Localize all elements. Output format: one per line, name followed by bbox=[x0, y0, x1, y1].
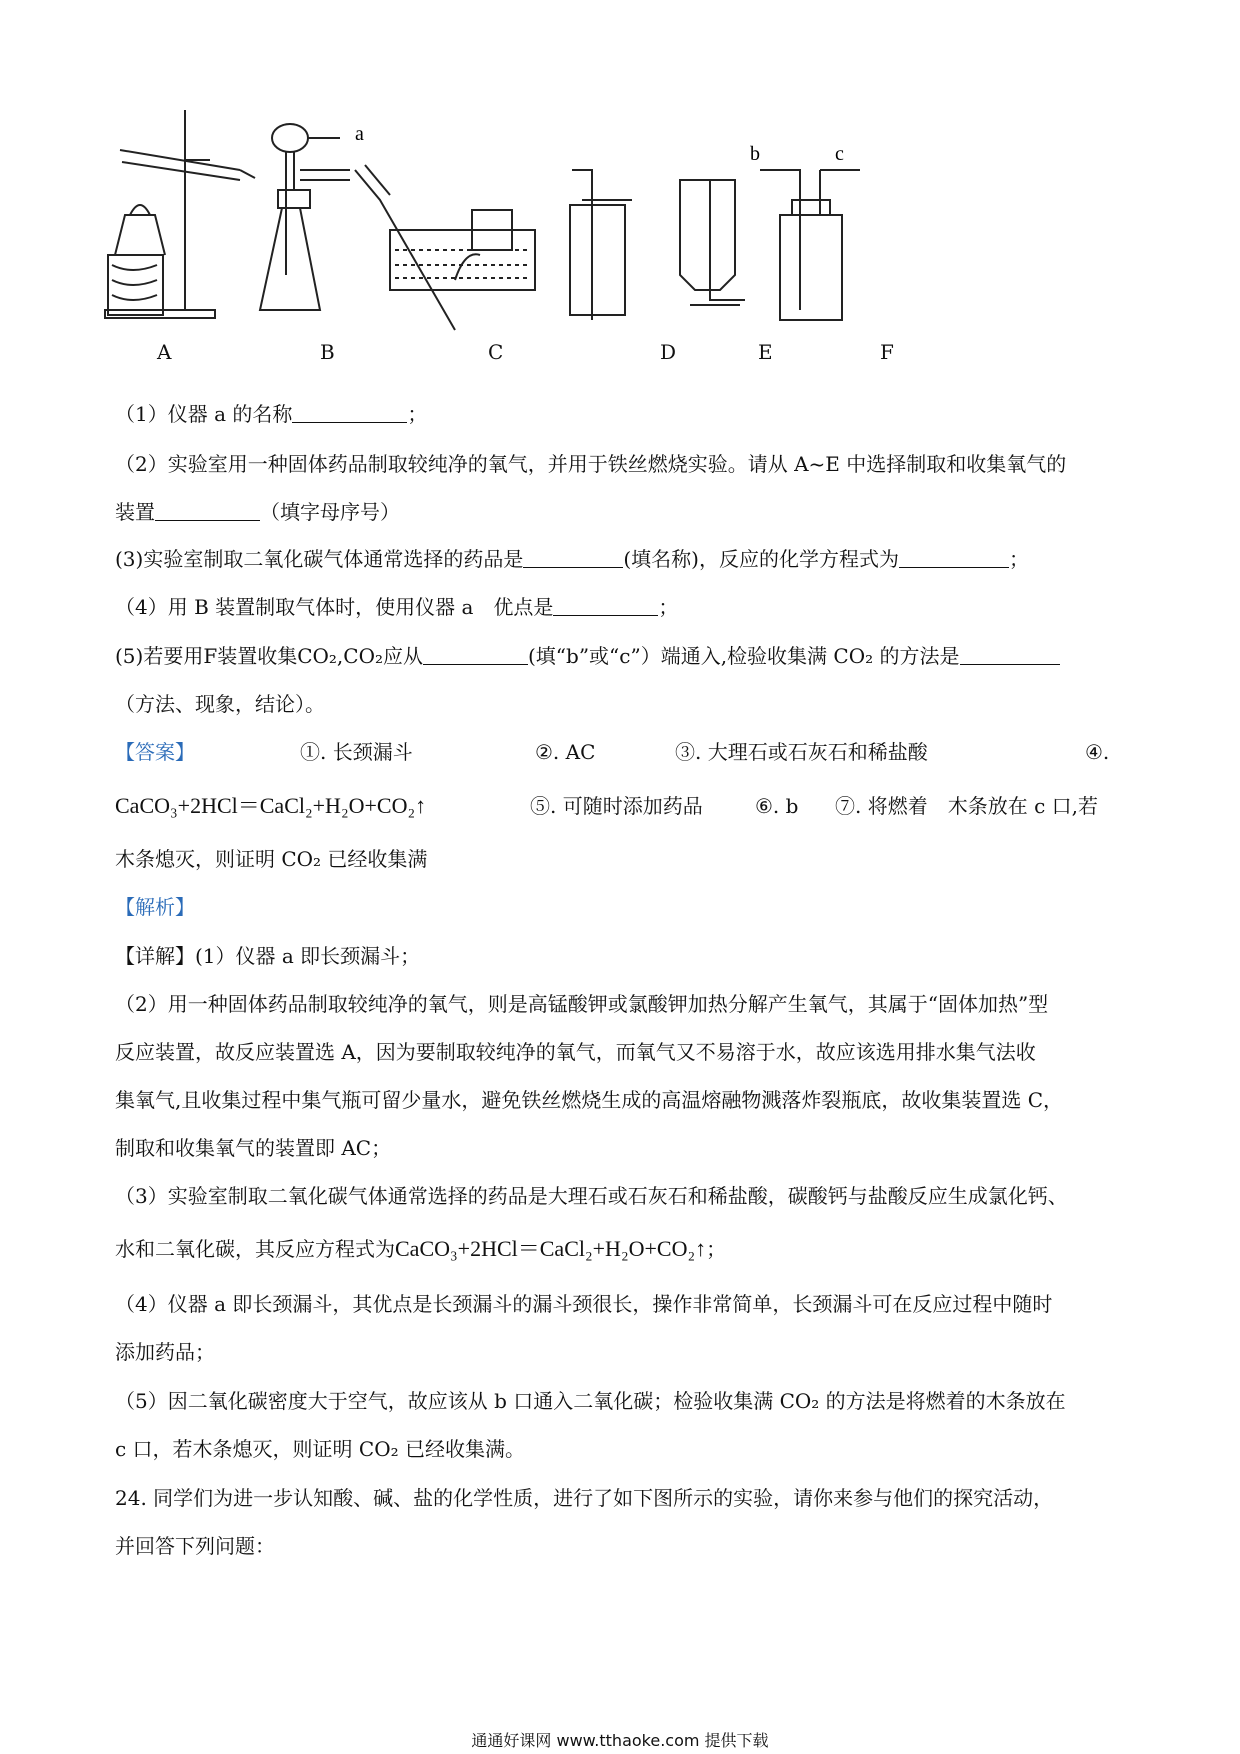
question-2-line-1: （2）实验室用一种固体药品制取较纯净的氧气，并用于铁丝燃烧实验。请从 A~E 中选择制取和收集氧气的 bbox=[115, 452, 1067, 476]
apparatus-label-c: C bbox=[488, 340, 504, 364]
apparatus-label-e: E bbox=[758, 340, 773, 364]
answer-line-1: 【答案】 ①. 长颈漏斗 ②. AC ③. 大理石或石灰石和稀盐酸 ④. bbox=[115, 740, 1110, 764]
detail-4-line-2: 添加药品； bbox=[115, 1340, 215, 1364]
question-5-line-2: （方法、现象，结论）。 bbox=[115, 692, 325, 716]
answer-line-2: CaCO₃+2HCl＝CaCl₂+H₂O+CO₂↑ ⑤. 可随时添加药品 ⑥. b ⑦. 将燃着 木条放在 c 口,若 bbox=[115, 793, 1098, 818]
apparatus-label-b: B bbox=[320, 340, 335, 364]
question-24-line-2: 并回答下列问题： bbox=[115, 1534, 275, 1558]
apparatus-label-d: D bbox=[660, 340, 677, 364]
answer-formula: CaCO₃+2HCl＝CaCl₂+H₂O+CO₂↑ bbox=[115, 793, 427, 818]
detail-3-line-1: （3）实验室制取二氧化碳气体通常选择的药品是大理石或石灰石和稀盐酸，碳酸钙与盐酸反应生成氯化钙、 bbox=[115, 1184, 1068, 1208]
detail-2-line-2: 反应装置，故反应装置选 A，因为要制取较纯净的氧气，而氧气又不易溶于水，故应该选用排水集气法收 bbox=[115, 1040, 1036, 1064]
question-3: (3)实验室制取二氧化碳气体通常选择的药品是 (填名称)，反应的化学方程式为 ； bbox=[115, 547, 1029, 571]
apparatus-a-drawing bbox=[105, 110, 255, 318]
apparatus-d-drawing bbox=[570, 170, 632, 320]
label-a: a bbox=[355, 123, 364, 145]
apparatus-b-drawing bbox=[260, 124, 350, 310]
detail-2-line-3: 集氧气,且收集过程中集气瓶可留少量水，避免铁丝燃烧生成的高温熔融物溅落炸裂瓶底，故收集装置选 C， bbox=[115, 1088, 1064, 1112]
apparatus-label-a: A bbox=[157, 340, 172, 364]
question-2-line-2: 装置 （填字母序号） bbox=[115, 500, 400, 524]
question-4: （4）用 B 装置制取气体时，使用仪器 a 优点是 ； bbox=[115, 595, 679, 619]
apparatus-f-drawing bbox=[760, 170, 860, 320]
detail-5-line-1: （5）因二氧化碳密度大于空气，故应该从 b 口通入二氧化碳；检验收集满 CO₂ 的方法是将燃着的木条放在 bbox=[115, 1389, 1066, 1413]
answer-tag: 【答案】 bbox=[115, 740, 195, 764]
label-b: b bbox=[750, 143, 760, 165]
apparatus-figure bbox=[100, 110, 960, 370]
question-1: （1）仪器 a 的名称 ； bbox=[115, 402, 428, 426]
analysis-tag: 【解析】 bbox=[115, 895, 195, 919]
detail-line-1: 【详解】(1）仪器 a 即长颈漏斗； bbox=[115, 944, 421, 968]
detail-2-line-1: （2）用一种固体药品制取较纯净的氧气，则是高锰酸钾或氯酸钾加热分解产生氧气，其属于“固体加热”型 bbox=[115, 992, 1049, 1016]
apparatus-c-drawing bbox=[355, 165, 535, 330]
detail-5-line-2: c 口，若木条熄灭，则证明 CO₂ 已经收集满。 bbox=[115, 1437, 525, 1461]
detail-4-line-1: （4）仪器 a 即长颈漏斗，其优点是长颈漏斗的漏斗颈很长，操作非常简单，长颈漏斗可在反应过程中随时 bbox=[115, 1292, 1053, 1316]
apparatus-label-f: F bbox=[880, 340, 894, 364]
question-5-line-1: (5)若要用F装置收集CO₂,CO₂应从 (填“b”或“c”）端通入,检验收集满 CO₂ 的方法是 bbox=[115, 642, 1060, 670]
question-24-line-1: 24. 同学们为进一步认知酸、碱、盐的化学性质，进行了如下图所示的实验，请你来参与他们的探究活动， bbox=[115, 1486, 1054, 1510]
answer-line-3: 木条熄灭，则证明 CO₂ 已经收集满 bbox=[115, 847, 428, 871]
detail-2-line-4: 制取和收集氧气的装置即 AC； bbox=[115, 1136, 392, 1160]
page-footer: 通通好课网 www.tthaoke.com 提供下载 bbox=[471, 1731, 769, 1750]
apparatus-e-drawing bbox=[680, 180, 745, 305]
detail-3-line-2: 水和二氧化碳，其反应方程式为CaCO₃+2HCl＝CaCl₂+H₂O+CO₂↑； bbox=[115, 1236, 727, 1261]
label-c: c bbox=[835, 143, 844, 165]
